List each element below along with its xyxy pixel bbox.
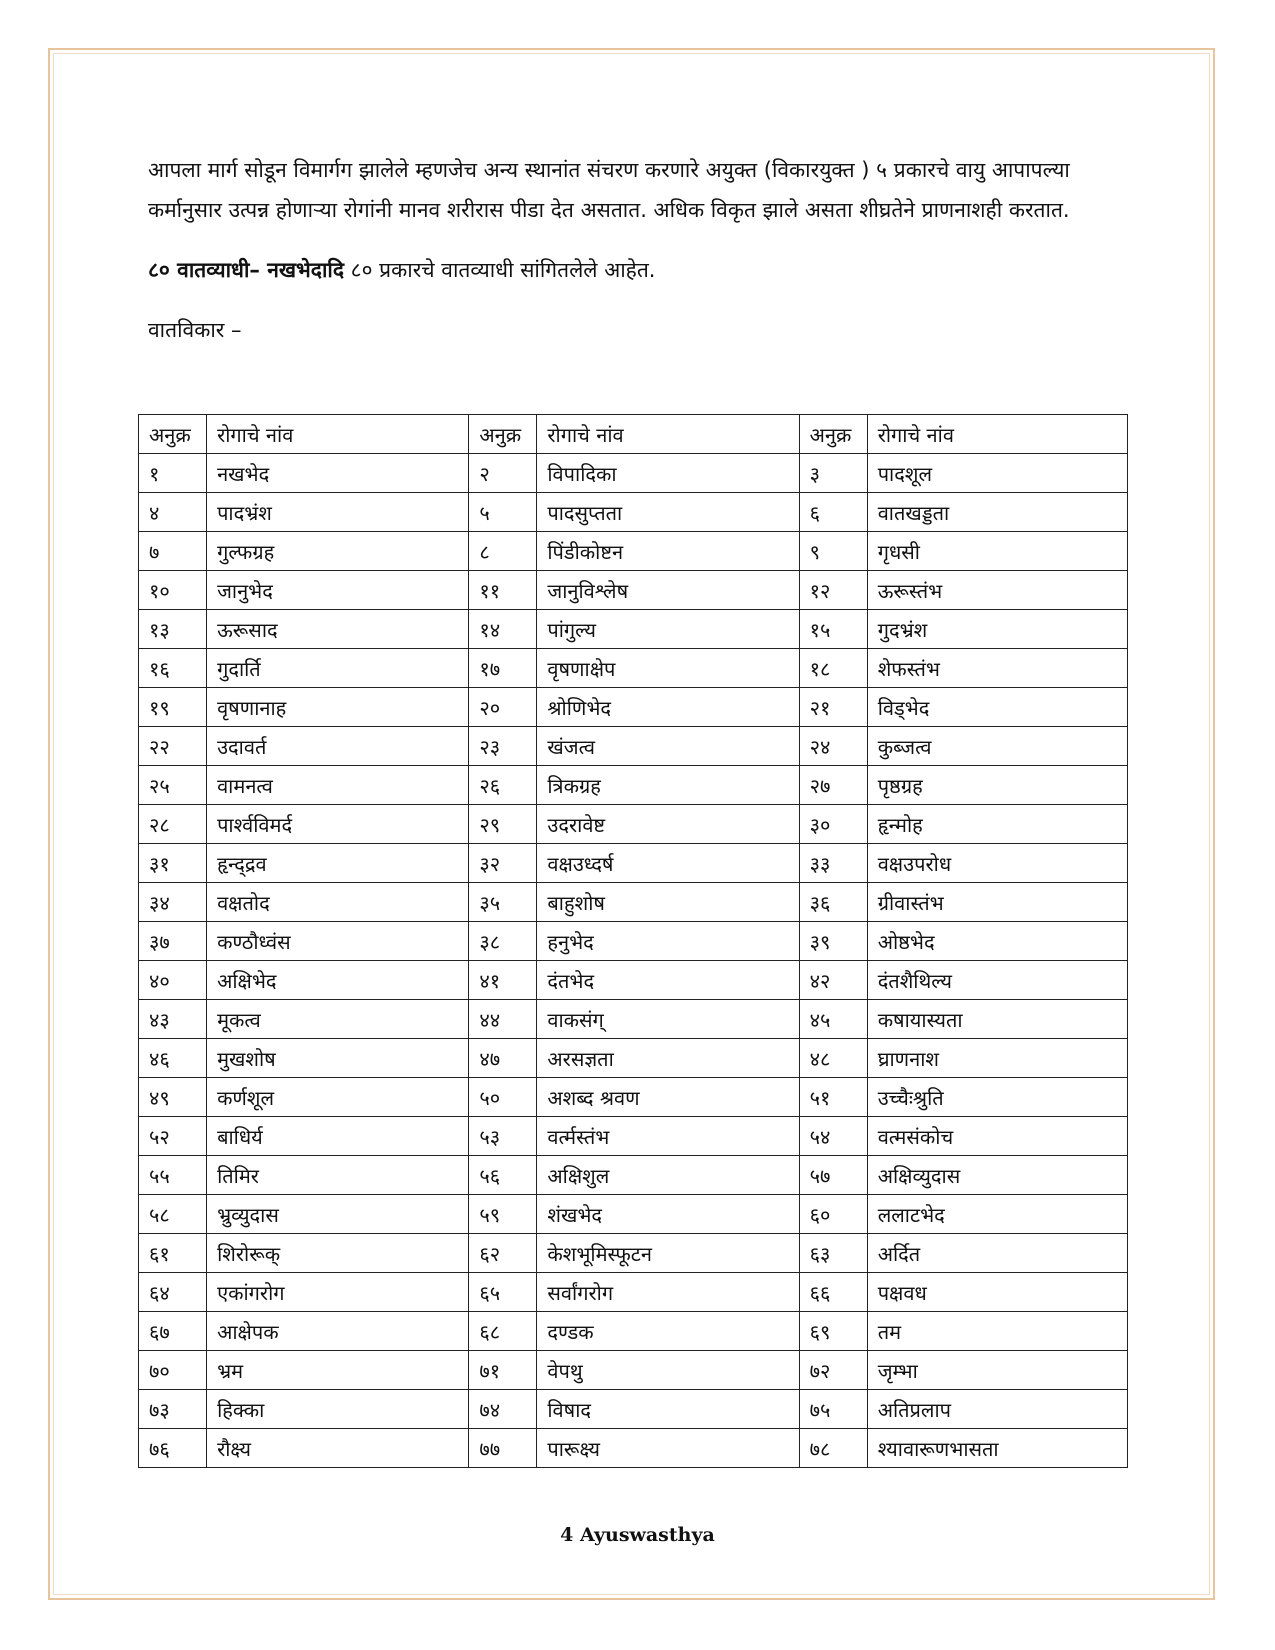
disease-name-cell: गुदभ्रंश (867, 610, 1127, 649)
serial-number-cell: ४६ (139, 1039, 207, 1078)
serial-number-cell: ५८ (139, 1195, 207, 1234)
disease-name-cell: पृष्ठग्रह (867, 766, 1127, 805)
table-header-row (139, 415, 1128, 454)
disease-name-cell: तिमिर (207, 1156, 469, 1195)
disease-name-cell: दंतभेद (537, 961, 799, 1000)
serial-number-cell: ९ (799, 532, 867, 571)
disease-name-cell: बाहुशोष (537, 883, 799, 922)
table-row (139, 766, 1128, 805)
table-row (139, 571, 1128, 610)
serial-number-cell: ७ (139, 532, 207, 571)
serial-number-cell: २८ (139, 805, 207, 844)
header-disease-name: रोगाचे नांव (537, 415, 799, 454)
table-body (139, 454, 1128, 1468)
table-row (139, 1195, 1128, 1234)
serial-number-cell: १५ (799, 610, 867, 649)
serial-number-cell: ८ (469, 532, 537, 571)
header-serial: अनुक्र (469, 415, 537, 454)
table-row (139, 688, 1128, 727)
serial-number-cell: ४७ (469, 1039, 537, 1078)
table-subtitle: वातविकार – (148, 318, 242, 342)
serial-number-cell: १३ (139, 610, 207, 649)
serial-number-cell: ११ (469, 571, 537, 610)
disease-name-cell: हनुभेद (537, 922, 799, 961)
serial-number-cell: ३४ (139, 883, 207, 922)
table-row (139, 844, 1128, 883)
disease-name-cell: दंतशैथिल्य (867, 961, 1127, 1000)
disease-name-cell: वक्षउपरोध (867, 844, 1127, 883)
table-row (139, 1351, 1128, 1390)
disease-name-cell: बाधिर्य (207, 1117, 469, 1156)
disease-name-cell: विपादिका (537, 454, 799, 493)
serial-number-cell: २७ (799, 766, 867, 805)
serial-number-cell: १९ (139, 688, 207, 727)
disease-name-cell: श्यावारूणभासता (867, 1429, 1127, 1468)
disease-name-cell: नखभेद (207, 454, 469, 493)
intro-paragraph: आपला मार्ग सोडून विमार्गग झालेले म्हणजेच अन्य स्थानांत संचरण करणारे अयुक्त (विकारयुक्त ) ५ प्रकारचे वायु आपापल्या कर्मानुसार उत्पन्न होणाऱ्या रोगांनी मानव शरीरास पीडा देत असतात. अधिक विकृत झाले असता शीघ्रतेने प्राणनाशही करतात. (148, 158, 1070, 222)
serial-number-cell: १४ (469, 610, 537, 649)
disease-name-cell: हृन्मोह (867, 805, 1127, 844)
disease-name-cell: जृम्भा (867, 1351, 1127, 1390)
serial-number-cell: ३६ (799, 883, 867, 922)
disease-name-cell: हृन्द्द्रव (207, 844, 469, 883)
disease-name-cell: वेपथु (537, 1351, 799, 1390)
serial-number-cell: ३१ (139, 844, 207, 883)
serial-number-cell: २ (469, 454, 537, 493)
serial-number-cell: २२ (139, 727, 207, 766)
disease-name-cell: भ्रुव्युदास (207, 1195, 469, 1234)
disease-name-cell: वातखड्डता (867, 493, 1127, 532)
disease-name-cell: ग्रीवास्तंभ (867, 883, 1127, 922)
table-row (139, 1039, 1128, 1078)
disease-name-cell: वक्षउध्दर्ष (537, 844, 799, 883)
disease-name-cell: पांगुल्य (537, 610, 799, 649)
serial-number-cell: ५१ (799, 1078, 867, 1117)
disease-name-cell: अक्षिभेद (207, 961, 469, 1000)
disease-name-cell: मुखशोष (207, 1039, 469, 1078)
disease-name-cell: उच्चैःश्रुति (867, 1078, 1127, 1117)
serial-number-cell: ५ (469, 493, 537, 532)
serial-number-cell: ७६ (139, 1429, 207, 1468)
table-row (139, 649, 1128, 688)
serial-number-cell: ३५ (469, 883, 537, 922)
disease-name-cell: तम (867, 1312, 1127, 1351)
serial-number-cell: ६८ (469, 1312, 537, 1351)
disease-table (138, 414, 1128, 1468)
disease-name-cell: ओष्ठभेद (867, 922, 1127, 961)
disease-name-cell: अर्दित (867, 1234, 1127, 1273)
disease-name-cell: मूकत्व (207, 1000, 469, 1039)
serial-number-cell: ४५ (799, 1000, 867, 1039)
serial-number-cell: ३२ (469, 844, 537, 883)
table-row (139, 1429, 1128, 1468)
serial-number-cell: ५२ (139, 1117, 207, 1156)
serial-number-cell: ७० (139, 1351, 207, 1390)
serial-number-cell: ७१ (469, 1351, 537, 1390)
serial-number-cell: २० (469, 688, 537, 727)
serial-number-cell: ४३ (139, 1000, 207, 1039)
serial-number-cell: १० (139, 571, 207, 610)
serial-number-cell: ७७ (469, 1429, 537, 1468)
disease-name-cell: त्रिकग्रह (537, 766, 799, 805)
serial-number-cell: ६० (799, 1195, 867, 1234)
serial-number-cell: ७२ (799, 1351, 867, 1390)
table-row (139, 805, 1128, 844)
disease-name-cell: उदरावेष्ट (537, 805, 799, 844)
table-row (139, 610, 1128, 649)
serial-number-cell: ५७ (799, 1156, 867, 1195)
serial-number-cell: २९ (469, 805, 537, 844)
disease-name-cell: आक्षेपक (207, 1312, 469, 1351)
serial-number-cell: ४४ (469, 1000, 537, 1039)
table-row (139, 1000, 1128, 1039)
disease-name-cell: अतिप्रलाप (867, 1390, 1127, 1429)
serial-number-cell: ५० (469, 1078, 537, 1117)
serial-number-cell: ३७ (139, 922, 207, 961)
header-disease-name: रोगाचे नांव (867, 415, 1127, 454)
disease-name-cell: भ्रम (207, 1351, 469, 1390)
disease-name-cell: कर्णशूल (207, 1078, 469, 1117)
disease-name-cell: वाकसंग् (537, 1000, 799, 1039)
serial-number-cell: २४ (799, 727, 867, 766)
disease-name-cell: रौक्ष्य (207, 1429, 469, 1468)
disease-name-cell: पादसुप्तता (537, 493, 799, 532)
disease-name-cell: जानुविश्लेष (537, 571, 799, 610)
serial-number-cell: ७५ (799, 1390, 867, 1429)
serial-number-cell: ७३ (139, 1390, 207, 1429)
disease-name-cell: गुदार्ति (207, 649, 469, 688)
table-row (139, 961, 1128, 1000)
disease-name-cell: शिरोरूक् (207, 1234, 469, 1273)
disease-name-cell: पक्षवध (867, 1273, 1127, 1312)
serial-number-cell: २५ (139, 766, 207, 805)
disease-name-cell: उदावर्त (207, 727, 469, 766)
disease-name-cell: खंजत्व (537, 727, 799, 766)
serial-number-cell: ६३ (799, 1234, 867, 1273)
serial-number-cell: ४० (139, 961, 207, 1000)
table-row (139, 454, 1128, 493)
serial-number-cell: ३३ (799, 844, 867, 883)
disease-name-cell: पारूक्ष्य (537, 1429, 799, 1468)
serial-number-cell: ६४ (139, 1273, 207, 1312)
serial-number-cell: ५३ (469, 1117, 537, 1156)
page-content (148, 150, 1128, 350)
section-heading-rest: ८० प्रकारचे वातव्याधी सांगितलेले आहेत. (343, 258, 656, 282)
disease-name-cell: पादशूल (867, 454, 1127, 493)
disease-name-cell: वृषणाक्षेप (537, 649, 799, 688)
header-disease-name: रोगाचे नांव (207, 415, 469, 454)
table-row (139, 1390, 1128, 1429)
serial-number-cell: ३९ (799, 922, 867, 961)
disease-name-cell: कुब्जत्व (867, 727, 1127, 766)
disease-name-cell: ऊरूसाद (207, 610, 469, 649)
disease-name-cell: वक्षतोद (207, 883, 469, 922)
disease-name-cell: विड्भेद (867, 688, 1127, 727)
table-row (139, 1273, 1128, 1312)
serial-number-cell: १ (139, 454, 207, 493)
disease-name-cell: ऊरूस्तंभ (867, 571, 1127, 610)
header-serial: अनुक्र (799, 415, 867, 454)
serial-number-cell: ५६ (469, 1156, 537, 1195)
disease-name-cell: ललाटभेद (867, 1195, 1127, 1234)
disease-name-cell: अक्षिव्युदास (867, 1156, 1127, 1195)
header-serial: अनुक्र (139, 415, 207, 454)
serial-number-cell: ३ (799, 454, 867, 493)
serial-number-cell: ६६ (799, 1273, 867, 1312)
disease-name-cell: अरसज्ञता (537, 1039, 799, 1078)
disease-name-cell: विषाद (537, 1390, 799, 1429)
table-row (139, 1117, 1128, 1156)
serial-number-cell: १२ (799, 571, 867, 610)
serial-number-cell: ३८ (469, 922, 537, 961)
serial-number-cell: ५४ (799, 1117, 867, 1156)
serial-number-cell: १६ (139, 649, 207, 688)
disease-name-cell: गुल्फग्रह (207, 532, 469, 571)
page-footer: 4 Ayuswasthya (560, 1524, 715, 1546)
serial-number-cell: २३ (469, 727, 537, 766)
table-row (139, 1312, 1128, 1351)
disease-name-cell: वत्मसंकोच (867, 1117, 1127, 1156)
disease-name-cell: पादभ्रंश (207, 493, 469, 532)
section-heading-bold: ८० वातव्याधी– नखभेदादि (148, 258, 344, 282)
serial-number-cell: ६२ (469, 1234, 537, 1273)
disease-name-cell: हिक्का (207, 1390, 469, 1429)
disease-name-cell: घ्राणनाश (867, 1039, 1127, 1078)
table-row (139, 883, 1128, 922)
disease-name-cell: शंखभेद (537, 1195, 799, 1234)
serial-number-cell: १७ (469, 649, 537, 688)
disease-name-cell: पिंडीकोष्टन (537, 532, 799, 571)
serial-number-cell: २१ (799, 688, 867, 727)
table-row (139, 1234, 1128, 1273)
disease-name-cell: वर्त्मस्तंभ (537, 1117, 799, 1156)
disease-name-cell: शेफस्तंभ (867, 649, 1127, 688)
serial-number-cell: ६५ (469, 1273, 537, 1312)
serial-number-cell: ६ (799, 493, 867, 532)
disease-name-cell: जानुभेद (207, 571, 469, 610)
disease-name-cell: एकांगरोग (207, 1273, 469, 1312)
disease-name-cell: कषायास्यता (867, 1000, 1127, 1039)
disease-name-cell: गृधसी (867, 532, 1127, 571)
disease-name-cell: वृषणानाह (207, 688, 469, 727)
serial-number-cell: ७८ (799, 1429, 867, 1468)
disease-name-cell: पार्श्वविमर्द (207, 805, 469, 844)
serial-number-cell: ४ (139, 493, 207, 532)
disease-name-cell: सर्वांगरोग (537, 1273, 799, 1312)
table-row (139, 493, 1128, 532)
serial-number-cell: ३० (799, 805, 867, 844)
serial-number-cell: ५९ (469, 1195, 537, 1234)
serial-number-cell: ४२ (799, 961, 867, 1000)
serial-number-cell: ४९ (139, 1078, 207, 1117)
disease-name-cell: वामनत्व (207, 766, 469, 805)
serial-number-cell: ४८ (799, 1039, 867, 1078)
disease-name-cell: श्रोणिभेद (537, 688, 799, 727)
disease-name-cell: अशब्द श्रवण (537, 1078, 799, 1117)
disease-name-cell: दण्डक (537, 1312, 799, 1351)
serial-number-cell: ६१ (139, 1234, 207, 1273)
table-row (139, 1078, 1128, 1117)
serial-number-cell: ६९ (799, 1312, 867, 1351)
serial-number-cell: ७४ (469, 1390, 537, 1429)
serial-number-cell: १८ (799, 649, 867, 688)
table-row (139, 922, 1128, 961)
disease-name-cell: केशभूमिस्फूटन (537, 1234, 799, 1273)
table-row (139, 532, 1128, 571)
serial-number-cell: २६ (469, 766, 537, 805)
section-heading (148, 250, 1128, 290)
table-row (139, 727, 1128, 766)
disease-name-cell: कण्ठौध्वंस (207, 922, 469, 961)
serial-number-cell: ५५ (139, 1156, 207, 1195)
serial-number-cell: ६७ (139, 1312, 207, 1351)
table-row (139, 1156, 1128, 1195)
serial-number-cell: ४१ (469, 961, 537, 1000)
disease-name-cell: अक्षिशुल (537, 1156, 799, 1195)
